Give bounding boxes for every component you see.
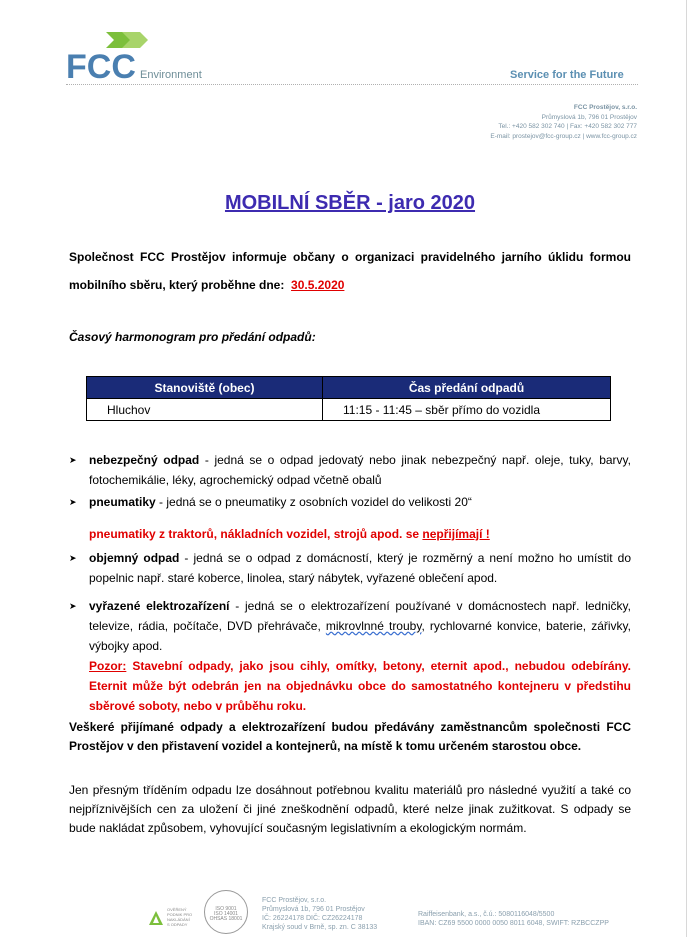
- table-row: [87, 399, 611, 421]
- list-item-bulky: [69, 548, 631, 588]
- column-header-time: Čas předání odpadů: [323, 377, 611, 399]
- warning-text: Stavební odpady, jako jsou cihly, omítky, betony, eternit apod., nebudou odebírány. Eternit může být odebrán jen na objednávku obce do samostatného kontejneru v předstihu sběrové soboty, nebo v průběhu roku.: [89, 659, 631, 713]
- item-term: nebezpečný odpad: [89, 453, 200, 467]
- list-item-tyres: [69, 492, 631, 544]
- footer-bank-info: [418, 910, 609, 928]
- bullet-arrow-icon: ➤: [69, 455, 77, 465]
- document-title: MOBILNÍ SBĚR - jaro 2020: [224, 192, 476, 214]
- table-header-row: [87, 377, 611, 399]
- header-divider: [66, 84, 638, 85]
- seal-line: ISO 9001: [215, 906, 237, 912]
- footer-company: FCC Prostějov, s.r.o.: [262, 897, 327, 904]
- iso-seal-icon: [204, 890, 248, 934]
- footer-ids: IČ: 26224178 DIČ: CZ26224178: [262, 915, 363, 922]
- footer-bank: Raiffeisenbank, a.s., č.ú.: 5080116048/5500: [418, 911, 555, 918]
- certified-company-icon: [148, 910, 164, 926]
- header-email: E-mail: prostejov@fcc-group.cz | www.fcc-group.cz: [490, 132, 637, 140]
- logo-subtitle: Environment: [140, 69, 202, 81]
- column-header-location: Stanoviště (obec): [87, 377, 323, 399]
- logo-text: FCC: [66, 48, 136, 80]
- header-phone: Tel.: +420 582 302 740 | Fax: +420 582 302 777: [498, 123, 637, 130]
- cert-line: S ODPADY: [167, 922, 188, 927]
- item-term: pneumatiky: [89, 495, 156, 509]
- item-term: objemný odpad: [89, 551, 180, 565]
- footer-court: Krajský soud v Brně, sp. zn. C 38133: [262, 924, 378, 931]
- tyres-warning: [89, 524, 631, 544]
- seal-line: OHSAS 18001: [209, 916, 243, 922]
- item-text: - jedná se o pneumatiky z osobních vozidel do velikosti 20“: [155, 495, 472, 509]
- header-address: [490, 103, 637, 141]
- bullet-arrow-icon: ➤: [69, 601, 77, 611]
- item-text: - jedná se o elektrozařízení používané v domácnostech např. ledničky, televize, rádia, počítače, DVD přehrávače,: [89, 599, 631, 633]
- tyres-warning-emphasis: nepřijímají !: [422, 527, 490, 541]
- cert-line: PODNIK PRO: [167, 912, 193, 917]
- footer-street: Průmyslová 1b, 796 01 Prostějov: [262, 906, 365, 913]
- sorting-paragraph: Jen přesným tříděním odpadu lze dosáhnout potřebnou kvalitu materiálů pro následné využití a také co nejpříznivějších cen za uložení či jiné zneškodnění odpadů, které nelze jinak zužitkovat. S odpady se bude nakládat způsobem, vyhovující současným legislativním a ekologickým normám.: [69, 783, 631, 835]
- schedule-heading: Časový harmonogram pro předání odpadů:: [69, 330, 316, 344]
- cell-location: Hluchov: [87, 399, 323, 421]
- intro-paragraph: [69, 243, 631, 299]
- item-term: vyřazené elektrozařízení: [89, 599, 230, 613]
- footer-iban: IBAN: CZ69 5500 0000 0050 8011 6048, SWIFT: RZBCCZPP: [418, 920, 609, 927]
- list-item-electronics: [69, 596, 631, 656]
- item-text-spellcheck: mikrovlnné trouby: [325, 619, 422, 633]
- item-text: - jedná se o odpad jedovatý nebo jinak nebezpečný např. oleje, tuky, barvy, fotochemikálie, léky, agrochemický odpad včetně obalů: [89, 453, 631, 487]
- cell-time: 11:15 - 11:45 – sběr přímo do vozidla: [323, 399, 611, 421]
- tagline: Service for the Future: [510, 69, 624, 81]
- collection-date: 30.5.2020: [291, 278, 345, 292]
- cert-line: OVĚŘENÝ: [167, 907, 187, 912]
- cert-line: NAKLÁDÁNÍ: [167, 917, 190, 922]
- bullet-arrow-icon: ➤: [69, 497, 77, 507]
- bullet-arrow-icon: ➤: [69, 553, 77, 563]
- schedule-table: [86, 376, 611, 421]
- item-text: - jedná se o odpad z domácností, který je rozměrný a není možno ho umístit do popelnic např. staré koberce, linolea, starý nábytek, vyřazené oblečení apod.: [89, 551, 632, 585]
- header-street: Průmyslová 1b, 796 01 Prostějov: [541, 113, 637, 121]
- certified-company-text: [167, 907, 192, 927]
- item-text-end: , rychlovarné konvice, baterie, zářivky, výbojky apod.: [89, 619, 631, 653]
- list-item-hazardous: [69, 450, 631, 490]
- handover-paragraph: Veškeré přijímané odpady a elektrozařízení budou předávány zaměstnancům společnosti FCC Prostějov v den přistavení vozidel a kontejnerů, na místě k tomu určeném starostou obce.: [69, 720, 631, 753]
- footer-company-info: [262, 896, 377, 932]
- intro-text: Společnost FCC Prostějov informuje občany o organizaci pravidelného jarního úklidu formou mobilního sběru, který proběhne dne:: [69, 250, 631, 292]
- header-company: FCC Prostějov, s.r.o.: [573, 104, 637, 111]
- tyres-warning-text: pneumatiky z traktorů, nákladních vozidel, strojů apod. se: [89, 527, 423, 541]
- seal-line: ISO 14001: [214, 911, 238, 917]
- construction-waste-warning: [69, 656, 631, 716]
- warning-label: Pozor:: [89, 659, 127, 673]
